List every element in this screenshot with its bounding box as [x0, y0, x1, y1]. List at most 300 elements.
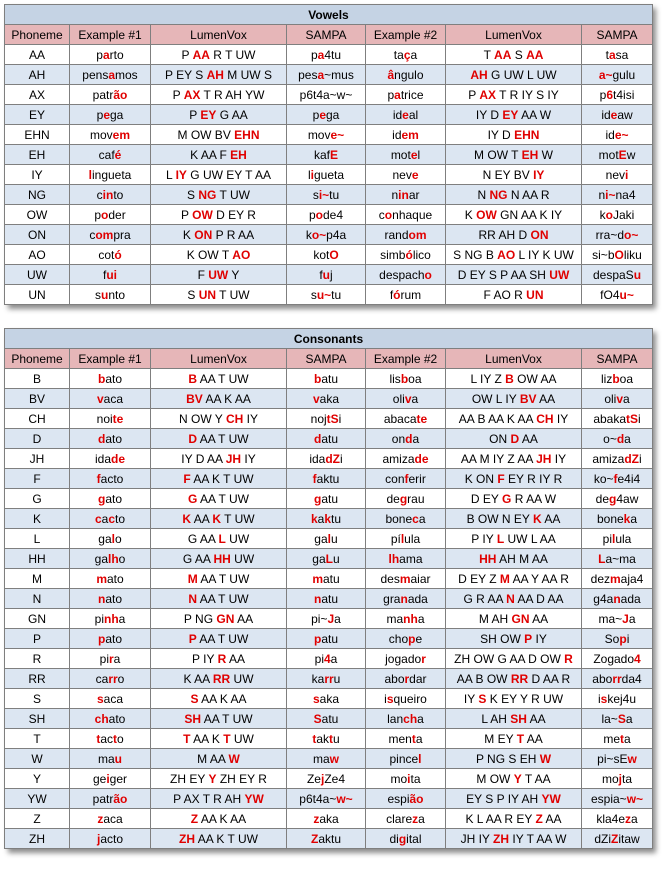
lumenvox-1-cell: G AA T UW — [151, 489, 287, 509]
example-2-cell: menta — [366, 729, 446, 749]
highlight-segment: g — [313, 491, 322, 506]
highlight-segment: v — [404, 391, 412, 406]
table-row — [5, 529, 653, 549]
table-row — [5, 689, 653, 709]
highlight-segment: YW — [244, 791, 264, 806]
table-row — [5, 549, 653, 569]
table-row — [5, 749, 653, 769]
lumenvox-2-cell: JH IY ZH IY T AA W — [446, 829, 582, 849]
column-header-sampa-1: SAMPA — [287, 25, 366, 45]
lumenvox-2-cell: OW L IY BV AA — [446, 389, 582, 409]
lumenvox-2-cell: P NG S EH W — [446, 749, 582, 769]
phoneme-cell: EH — [5, 145, 70, 165]
highlight-segment: S — [478, 691, 487, 706]
example-2-cell: idem — [366, 125, 446, 145]
table-row — [5, 225, 653, 245]
highlight-segment: c — [108, 511, 116, 526]
example-1-cell: cinto — [70, 185, 151, 205]
highlight-segment: OW — [192, 207, 213, 222]
example-1-cell: cotó — [70, 245, 151, 265]
highlight-segment: k — [310, 511, 318, 526]
example-2-cell: espião — [366, 789, 446, 809]
phoneme-cell: AO — [5, 245, 70, 265]
highlight-segment: e~ — [330, 127, 345, 142]
lumenvox-1-cell: SH AA T UW — [151, 709, 287, 729]
consonants-body — [5, 349, 653, 849]
highlight-segment: u — [100, 287, 109, 302]
phoneme-cell: EY — [5, 105, 70, 125]
sampa-1-cell: fuj — [287, 265, 366, 285]
highlight-segment: EY — [502, 107, 519, 122]
lumenvox-1-cell: K AA F EH — [151, 145, 287, 165]
table-row — [5, 165, 653, 185]
example-2-cell: abordar — [366, 669, 446, 689]
sampa-2-cell: mojta — [582, 769, 653, 789]
phoneme-cell: G — [5, 489, 70, 509]
highlight-segment: i — [106, 771, 110, 786]
sampa-1-cell: p6t4a~w~ — [287, 789, 366, 809]
example-2-cell: oliva — [366, 389, 446, 409]
sampa-1-cell: ligueta — [287, 165, 366, 185]
lumenvox-1-cell: ZH AA K T UW — [151, 829, 287, 849]
example-2-cell: chope — [366, 629, 446, 649]
highlight-segment: AH — [470, 67, 488, 82]
lumenvox-1-cell: ZH EY Y ZH EY R — [151, 769, 287, 789]
highlight-segment: Y — [208, 771, 217, 786]
sampa-2-cell: La~ma — [582, 549, 653, 569]
example-1-cell: bato — [70, 369, 151, 389]
highlight-segment: nh — [403, 611, 418, 626]
sampa-1-cell: pode4 — [287, 205, 366, 225]
highlight-segment: s — [312, 691, 320, 706]
lumenvox-1-cell: IY D AA JH IY — [151, 449, 287, 469]
sampa-1-cell: patu — [287, 629, 366, 649]
highlight-segment: l — [612, 531, 616, 546]
example-1-cell: geiger — [70, 769, 151, 789]
highlight-segment: m — [96, 571, 107, 586]
example-1-cell: facto — [70, 469, 151, 489]
highlight-segment: SH — [510, 711, 527, 726]
highlight-segment: AA — [494, 47, 512, 62]
sampa-2-cell: aborrda4 — [582, 669, 653, 689]
highlight-segment: K — [182, 511, 192, 526]
highlight-segment: w — [329, 751, 339, 766]
table-row — [5, 429, 653, 449]
highlight-segment: u~ — [619, 287, 634, 302]
lumenvox-2-cell: F AO R UN — [446, 285, 582, 305]
highlight-segment: E — [330, 147, 339, 162]
phoneme-cell: ON — [5, 225, 70, 245]
header-row — [5, 349, 653, 369]
highlight-segment: CH — [536, 411, 554, 426]
phoneme-cell: Z — [5, 809, 70, 829]
highlight-segment: YW — [541, 791, 561, 806]
highlight-segment: te — [112, 411, 124, 426]
highlight-segment: BV — [519, 391, 537, 406]
highlight-segment: NG — [198, 187, 217, 202]
sampa-2-cell: p6t4isi — [582, 85, 653, 105]
phoneme-cell: GN — [5, 609, 70, 629]
lumenvox-2-cell: D EY G R AA W — [446, 489, 582, 509]
vowels-title: Vowels — [5, 5, 653, 25]
lumenvox-1-cell: P OW D EY R — [151, 205, 287, 225]
highlight-segment: ç — [403, 47, 411, 62]
sampa-2-cell: oliva — [582, 389, 653, 409]
lumenvox-2-cell: G R AA N AA D AA — [446, 589, 582, 609]
sampa-1-cell: ZejZe4 — [287, 769, 366, 789]
table-row — [5, 609, 653, 629]
highlight-segment: l — [418, 751, 422, 766]
highlight-segment: o~ — [311, 227, 327, 242]
phoneme-cell: T — [5, 729, 70, 749]
highlight-segment: v — [96, 391, 104, 406]
phoneme-cell: B — [5, 369, 70, 389]
table-row — [5, 449, 653, 469]
sampa-2-cell: g4anada — [582, 589, 653, 609]
highlight-segment: P — [524, 631, 533, 646]
sampa-1-cell: datu — [287, 429, 366, 449]
example-2-cell: patrice — [366, 85, 446, 105]
sampa-1-cell: gatu — [287, 489, 366, 509]
lumenvox-2-cell: B OW N EY K AA — [446, 509, 582, 529]
highlight-segment: d — [97, 431, 106, 446]
example-2-cell: isqueiro — [366, 689, 446, 709]
highlight-segment: n — [400, 591, 408, 606]
highlight-segment: v — [312, 391, 320, 406]
example-1-cell: mau — [70, 749, 151, 769]
highlight-segment: k — [324, 511, 332, 526]
highlight-segment: G — [188, 491, 198, 506]
example-1-cell: saca — [70, 689, 151, 709]
table-row — [5, 649, 653, 669]
sampa-2-cell: fO4u~ — [582, 285, 653, 305]
lumenvox-1-cell: S NG T UW — [151, 185, 287, 205]
sampa-2-cell: amizadZi — [582, 449, 653, 469]
highlight-segment: ON — [530, 227, 549, 242]
highlight-segment: M — [187, 571, 198, 586]
example-1-cell: chato — [70, 709, 151, 729]
sampa-1-cell: Zaktu — [287, 829, 366, 849]
sampa-1-cell: karru — [287, 669, 366, 689]
lumenvox-1-cell: K AA RR UW — [151, 669, 287, 689]
consonants-table — [4, 328, 652, 849]
highlight-segment: 6 — [606, 87, 614, 102]
lumenvox-1-cell: G AA HH UW — [151, 549, 287, 569]
highlight-segment: c — [412, 511, 419, 526]
sampa-2-cell: si~bOliku — [582, 245, 653, 265]
sampa-2-cell: despaSu — [582, 265, 653, 285]
example-1-cell: mato — [70, 569, 151, 589]
highlight-segment: T — [183, 731, 191, 746]
lumenvox-1-cell: M AA W — [151, 749, 287, 769]
table-row — [5, 389, 653, 409]
table-row — [5, 789, 653, 809]
highlight-segment: J — [622, 611, 629, 626]
lumenvox-1-cell: M AA T UW — [151, 569, 287, 589]
sampa-2-cell: dZiZitaw — [582, 829, 653, 849]
sampa-1-cell: pi~Ja — [287, 609, 366, 629]
highlight-segment: f — [96, 471, 101, 486]
sampa-1-cell: move~ — [287, 125, 366, 145]
example-1-cell: café — [70, 145, 151, 165]
highlight-segment: UN — [526, 287, 544, 302]
sampa-2-cell: rra~do~ — [582, 225, 653, 245]
sampa-2-cell: ideaw — [582, 105, 653, 125]
highlight-segment: UN — [198, 287, 217, 302]
highlight-segment: dZ — [325, 451, 340, 466]
highlight-segment: RR — [212, 671, 231, 686]
sampa-1-cell: gaLu — [287, 549, 366, 569]
example-1-cell: pinha — [70, 609, 151, 629]
table-row — [5, 185, 653, 205]
lumenvox-2-cell: N EY BV IY — [446, 165, 582, 185]
highlight-segment: i~ — [605, 187, 616, 202]
lumenvox-2-cell: D EY S P AA SH UW — [446, 265, 582, 285]
lumenvox-1-cell: D AA T UW — [151, 429, 287, 449]
highlight-segment: p — [97, 631, 106, 646]
highlight-segment: SH — [184, 711, 202, 726]
highlight-segment: g — [97, 491, 106, 506]
highlight-segment: ó — [114, 247, 122, 262]
sampa-1-cell: kotO — [287, 245, 366, 265]
phoneme-cell: F — [5, 469, 70, 489]
table-row — [5, 769, 653, 789]
highlight-segment: AA — [526, 47, 544, 62]
sampa-2-cell: a~gulu — [582, 65, 653, 85]
lumenvox-2-cell: T AA S AA — [446, 45, 582, 65]
lumenvox-2-cell: AA B OW RR D AA R — [446, 669, 582, 689]
lumenvox-1-cell: P AA T UW — [151, 629, 287, 649]
example-1-cell: poder — [70, 205, 151, 225]
example-2-cell: random — [366, 225, 446, 245]
sampa-1-cell: ko~p4a — [287, 225, 366, 245]
lumenvox-2-cell: N NG N AA R — [446, 185, 582, 205]
example-1-cell: pato — [70, 629, 151, 649]
lumenvox-1-cell: P IY R AA — [151, 649, 287, 669]
highlight-segment: p — [408, 631, 416, 646]
highlight-segment: UW — [208, 267, 229, 282]
highlight-segment: rr — [612, 671, 622, 686]
highlight-segment: r — [108, 651, 114, 666]
highlight-segment: te — [416, 411, 428, 426]
highlight-segment: ó — [405, 247, 413, 262]
table-row — [5, 145, 653, 165]
lumenvox-2-cell: AH G UW L UW — [446, 65, 582, 85]
highlight-segment: 4 — [323, 651, 331, 666]
example-1-cell: movem — [70, 125, 151, 145]
highlight-segment: r — [421, 651, 426, 666]
phoneme-cell: UW — [5, 265, 70, 285]
highlight-segment: rr — [324, 671, 334, 686]
example-2-cell: boneca — [366, 509, 446, 529]
table-row — [5, 125, 653, 145]
highlight-segment: w — [627, 751, 637, 766]
highlight-segment: tS — [626, 411, 639, 426]
example-2-cell: jogador — [366, 649, 446, 669]
example-1-cell: compra — [70, 225, 151, 245]
lumenvox-1-cell: G AA L UW — [151, 529, 287, 549]
example-2-cell: manha — [366, 609, 446, 629]
example-1-cell: idade — [70, 449, 151, 469]
highlight-segment: B — [188, 371, 198, 386]
sampa-2-cell: pilula — [582, 529, 653, 549]
sampa-2-cell: deg4aw — [582, 489, 653, 509]
sampa-2-cell: iskej4u — [582, 689, 653, 709]
highlight-segment: d — [313, 431, 322, 446]
phoneme-cell: W — [5, 749, 70, 769]
column-header-example-1: Example #1 — [70, 349, 151, 369]
highlight-segment: L — [598, 551, 606, 566]
example-1-cell: gato — [70, 489, 151, 509]
lumenvox-2-cell: M EY T AA — [446, 729, 582, 749]
highlight-segment: m — [312, 571, 323, 586]
table-row — [5, 709, 653, 729]
sampa-2-cell: la~Sa — [582, 709, 653, 729]
table-row — [5, 369, 653, 389]
example-2-cell: clareza — [366, 809, 446, 829]
highlight-segment: é — [114, 147, 122, 162]
example-1-cell: jacto — [70, 829, 151, 849]
highlight-segment: o — [101, 207, 109, 222]
highlight-segment: l — [400, 531, 405, 546]
lumenvox-1-cell: BV AA K AA — [151, 389, 287, 409]
highlight-segment: AX — [479, 87, 497, 102]
example-2-cell: lhama — [366, 549, 446, 569]
sampa-2-cell: nevi — [582, 165, 653, 185]
highlight-segment: HH — [479, 551, 497, 566]
highlight-segment: om — [95, 227, 114, 242]
sampa-1-cell: galu — [287, 529, 366, 549]
highlight-segment: in — [398, 187, 409, 202]
highlight-segment: b — [400, 371, 409, 386]
example-2-cell: desmaiar — [366, 569, 446, 589]
column-header-lumenvox-2: LumenVox — [446, 349, 582, 369]
highlight-segment: l — [327, 531, 331, 546]
phoneme-cell: SH — [5, 709, 70, 729]
example-2-cell: onda — [366, 429, 446, 449]
lumenvox-1-cell: K OW T AO — [151, 245, 287, 265]
table-row — [5, 45, 653, 65]
highlight-segment: EHN — [234, 127, 260, 142]
phoneme-cell: M — [5, 569, 70, 589]
highlight-segment: n — [97, 591, 106, 606]
highlight-segment: AO — [232, 247, 251, 262]
highlight-segment: AO — [497, 247, 516, 262]
highlight-segment: EY — [200, 107, 217, 122]
highlight-segment: de — [414, 451, 429, 466]
lumenvox-1-cell: B AA T UW — [151, 369, 287, 389]
example-1-cell: nato — [70, 589, 151, 609]
highlight-segment: Z — [611, 831, 619, 846]
highlight-segment: L — [218, 531, 226, 546]
highlight-segment: R — [564, 651, 573, 666]
sampa-2-cell: tasa — [582, 45, 653, 65]
table-row — [5, 489, 653, 509]
phoneme-cell: NG — [5, 185, 70, 205]
example-2-cell: taça — [366, 45, 446, 65]
table-row — [5, 729, 653, 749]
example-2-cell: moita — [366, 769, 446, 789]
sampa-2-cell: koJaki — [582, 205, 653, 225]
highlight-segment: N — [506, 591, 515, 606]
highlight-segment: nh — [103, 611, 119, 626]
highlight-segment: j — [320, 771, 325, 786]
highlight-segment: ch — [403, 711, 418, 726]
phoneme-cell: OW — [5, 205, 70, 225]
highlight-segment: z — [97, 811, 104, 826]
highlight-segment: O — [614, 247, 624, 262]
highlight-segment: g — [398, 831, 407, 846]
sampa-1-cell: kafE — [287, 145, 366, 165]
highlight-segment: GN — [511, 611, 530, 626]
example-1-cell: sunto — [70, 285, 151, 305]
example-2-cell: pílula — [366, 529, 446, 549]
column-header-lumenvox-1: LumenVox — [151, 25, 287, 45]
highlight-segment: e~ — [614, 127, 629, 142]
highlight-segment: u~ — [316, 287, 332, 302]
table-row — [5, 809, 653, 829]
highlight-segment: ZH — [179, 831, 196, 846]
highlight-segment: D — [510, 431, 520, 446]
highlight-segment: s — [386, 691, 394, 706]
highlight-segment: Z — [310, 831, 319, 846]
example-1-cell: galo — [70, 529, 151, 549]
example-1-cell: carro — [70, 669, 151, 689]
phoneme-cell: EHN — [5, 125, 70, 145]
sampa-1-cell: matu — [287, 569, 366, 589]
highlight-segment: rr — [108, 671, 118, 686]
highlight-segment: M — [499, 571, 510, 586]
sampa-2-cell: espia~w~ — [582, 789, 653, 809]
highlight-segment: EH — [230, 147, 247, 162]
example-1-cell: noite — [70, 409, 151, 429]
example-2-cell: lisboa — [366, 369, 446, 389]
example-2-cell: digital — [366, 829, 446, 849]
lumenvox-2-cell: P AX T R IY S IY — [446, 85, 582, 105]
example-2-cell: pincel — [366, 749, 446, 769]
sampa-1-cell: pesa~mus — [287, 65, 366, 85]
highlight-segment: t — [96, 731, 101, 746]
highlight-segment: t — [312, 731, 317, 746]
highlight-segment: P — [188, 631, 197, 646]
lumenvox-1-cell: Z AA K AA — [151, 809, 287, 829]
highlight-segment: EH — [521, 147, 539, 162]
sampa-2-cell: meta — [582, 729, 653, 749]
highlight-segment: dZ — [624, 451, 640, 466]
column-header-sampa-2: SAMPA — [582, 25, 653, 45]
table-row — [5, 469, 653, 489]
sampa-1-cell: nojtSi — [287, 409, 366, 429]
highlight-segment: BV — [186, 391, 203, 406]
example-2-cell: ideal — [366, 105, 446, 125]
highlight-segment: z — [625, 811, 631, 826]
example-1-cell: cacto — [70, 509, 151, 529]
lumenvox-2-cell: K ON F EY R IY R — [446, 469, 582, 489]
highlight-segment: e — [402, 107, 409, 122]
highlight-segment: Z — [190, 811, 199, 826]
highlight-segment: G — [502, 491, 512, 506]
column-header-lumenvox-1: LumenVox — [151, 349, 287, 369]
lumenvox-2-cell: D EY Z M AA Y AA R — [446, 569, 582, 589]
example-1-cell: parto — [70, 45, 151, 65]
lumenvox-2-cell: M OW T EH W — [446, 145, 582, 165]
highlight-segment: u — [322, 267, 330, 282]
lumenvox-1-cell: F AA K T UW — [151, 469, 287, 489]
table-row — [5, 569, 653, 589]
lumenvox-2-cell: HH AH M AA — [446, 549, 582, 569]
sampa-2-cell: motEw — [582, 145, 653, 165]
highlight-segment: ão — [409, 791, 424, 806]
